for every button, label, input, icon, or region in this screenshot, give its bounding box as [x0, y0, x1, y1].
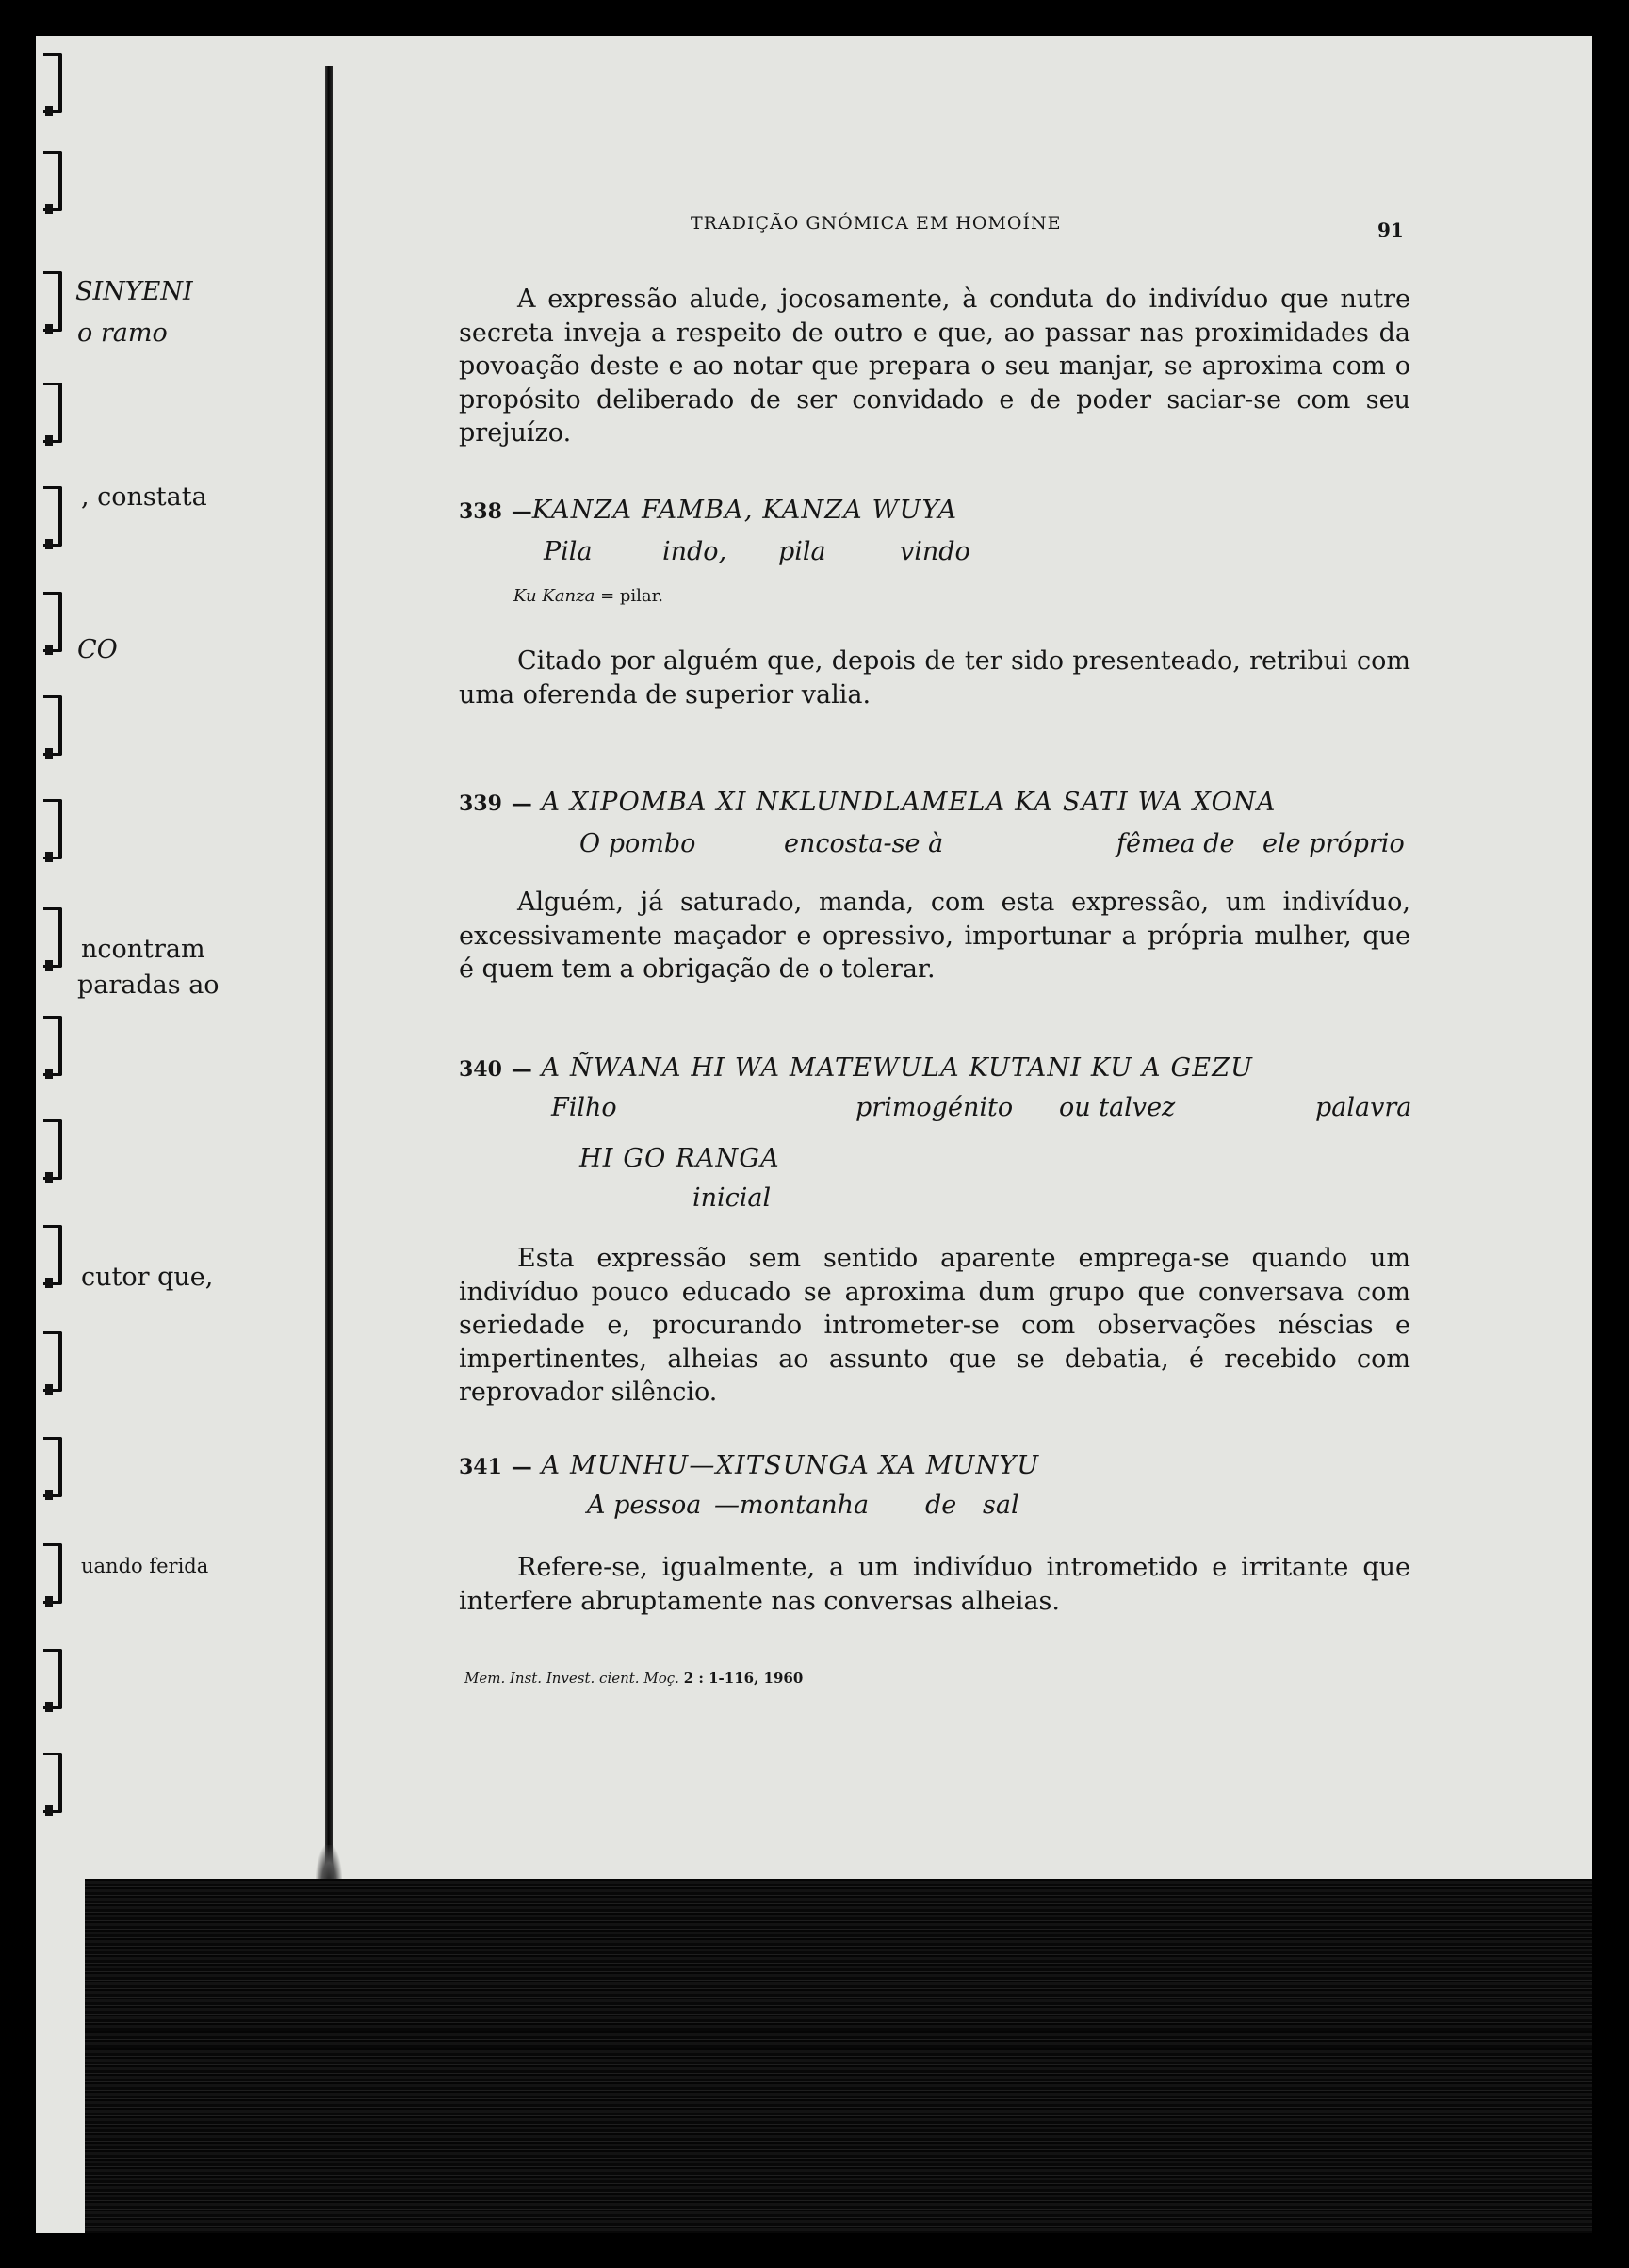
proverb-number: 338 [459, 499, 502, 524]
intro-paragraph [459, 283, 1410, 450]
gloss-word: fêmea de [1116, 829, 1235, 858]
intro-text: A expressão alude, jocosamente, à conduta do indivíduo que nutre secreta inveja a respeito de outro e que, ao passar nas proximidades da povoação deste e ao notar que prepara o seu manjar, se aproxima com o propósito deliberado de ser convidado e de poder saciar-se com seu prejuízo. [459, 285, 1410, 448]
explanation-text: Alguém, já saturado, manda, com esta expressão, um indivíduo, excessivamente maçador e opressivo, importunar a própria mulher, que é quem tem a obrigação de o tolerar. [459, 888, 1410, 984]
citation-ref: 2 : 1-116, 1960 [683, 1670, 804, 1687]
binding-ring [43, 1753, 62, 1813]
gloss-word: pila [778, 537, 826, 566]
gutter-line [325, 66, 333, 1924]
note-term: Ku Kanza [513, 586, 595, 606]
proverb-340 [459, 1053, 1253, 1083]
binding-ring [43, 271, 62, 332]
note-definition: = pilar. [595, 586, 664, 606]
gloss-word: primogénito [855, 1093, 1014, 1122]
explanation-text: Citado por alguém que, depois de ter sido presenteado, retribui com uma oferenda de superior valia. [459, 646, 1410, 710]
fragment: CO [77, 635, 118, 664]
gloss-word: encosta-se à [784, 829, 944, 858]
gloss-word: Filho [551, 1093, 617, 1122]
binding-ring [43, 151, 62, 211]
binding-ring [43, 1437, 62, 1497]
explanation-341 [459, 1551, 1410, 1618]
fragment: paradas ao [77, 971, 220, 1000]
proverb-dash: — [511, 499, 532, 524]
gloss-word: sal [983, 1491, 1019, 1520]
binding-ring [43, 486, 62, 547]
binding-ring [43, 695, 62, 756]
proverb-dash: — [511, 1057, 532, 1082]
proverb-339 [459, 788, 1277, 817]
gloss-word: palavra [1315, 1093, 1412, 1122]
proverb-341 [459, 1451, 1039, 1480]
gloss-word: —montanha [714, 1491, 870, 1520]
gloss-word: A pessoa [587, 1491, 702, 1520]
fragment: cutor que, [81, 1263, 214, 1292]
proverb-text: KANZA FAMBA, KANZA WUYA [531, 496, 958, 525]
citation-journal: Mem. Inst. Invest. cient. Moç. [464, 1670, 679, 1687]
scanner-dark-band [85, 1879, 1592, 2233]
journal-citation [464, 1670, 803, 1687]
proverb-number: 340 [459, 1057, 502, 1082]
binding-ring [43, 383, 62, 443]
gloss-word: ou talvez [1059, 1093, 1176, 1122]
fragment: SINYENI [75, 277, 193, 306]
binding-ring [43, 1649, 62, 1709]
binding-ring [43, 1331, 62, 1392]
fragment: uando ferida [81, 1555, 209, 1577]
binding-ring [43, 907, 62, 968]
binding-ring [43, 1016, 62, 1076]
fragment: o ramo [77, 318, 168, 348]
gloss-word: O pombo [579, 829, 696, 858]
running-title: TRADIÇÃO GNÓMICA EM HOMOÍNE [691, 213, 1062, 234]
proverb-text: A MUNHU—XITSUNGA XA MUNYU [541, 1451, 1040, 1480]
explanation-text: Esta expressão sem sentido aparente emprega-se quando um indivíduo pouco educado se aproxima dum grupo que conversava com seriedade e, procurando intrometer-se com observações néscias e impertinentes, alheias ao assunto que se debatia, é recebido com reprovador silêncio. [459, 1244, 1410, 1407]
binding-ring [43, 1225, 62, 1285]
fragment: ncontram [81, 935, 205, 964]
proverb-text: A ÑWANA HI WA MATEWULA KUTANI KU A GEZU [541, 1053, 1254, 1083]
proverb-number: 339 [459, 791, 502, 816]
proverb-338 [459, 496, 957, 525]
explanation-340 [459, 1242, 1410, 1410]
explanation-339 [459, 886, 1410, 987]
binding-ring [43, 53, 62, 113]
gloss-word: ele próprio [1262, 829, 1405, 858]
proverb-dash: — [511, 791, 532, 816]
fragment: , constata [81, 482, 207, 512]
binding-ring [43, 1119, 62, 1180]
gloss-word: de [925, 1491, 957, 1520]
gloss-word: Pila [544, 537, 593, 566]
gloss-word: inicial [692, 1183, 772, 1213]
page-number: 91 [1377, 219, 1404, 241]
proverb-number: 341 [459, 1455, 502, 1479]
gloss-word: indo, [662, 537, 727, 566]
binding-ring [43, 799, 62, 859]
binding-ring [43, 1543, 62, 1604]
explanation-text: Refere-se, igualmente, a um indivíduo intrometido e irritante que interfere abruptamente nas conversas alheias. [459, 1553, 1410, 1616]
gloss-word: vindo [900, 537, 970, 566]
proverb-text: A XIPOMBA XI NKLUNDLAMELA KA SATI WA XONA [541, 788, 1277, 817]
proverb-note [513, 586, 663, 606]
explanation-338 [459, 645, 1410, 711]
proverb-dash: — [511, 1455, 532, 1479]
binding-ring [43, 592, 62, 652]
proverb-340-line2: HI GO RANGA [579, 1144, 780, 1173]
